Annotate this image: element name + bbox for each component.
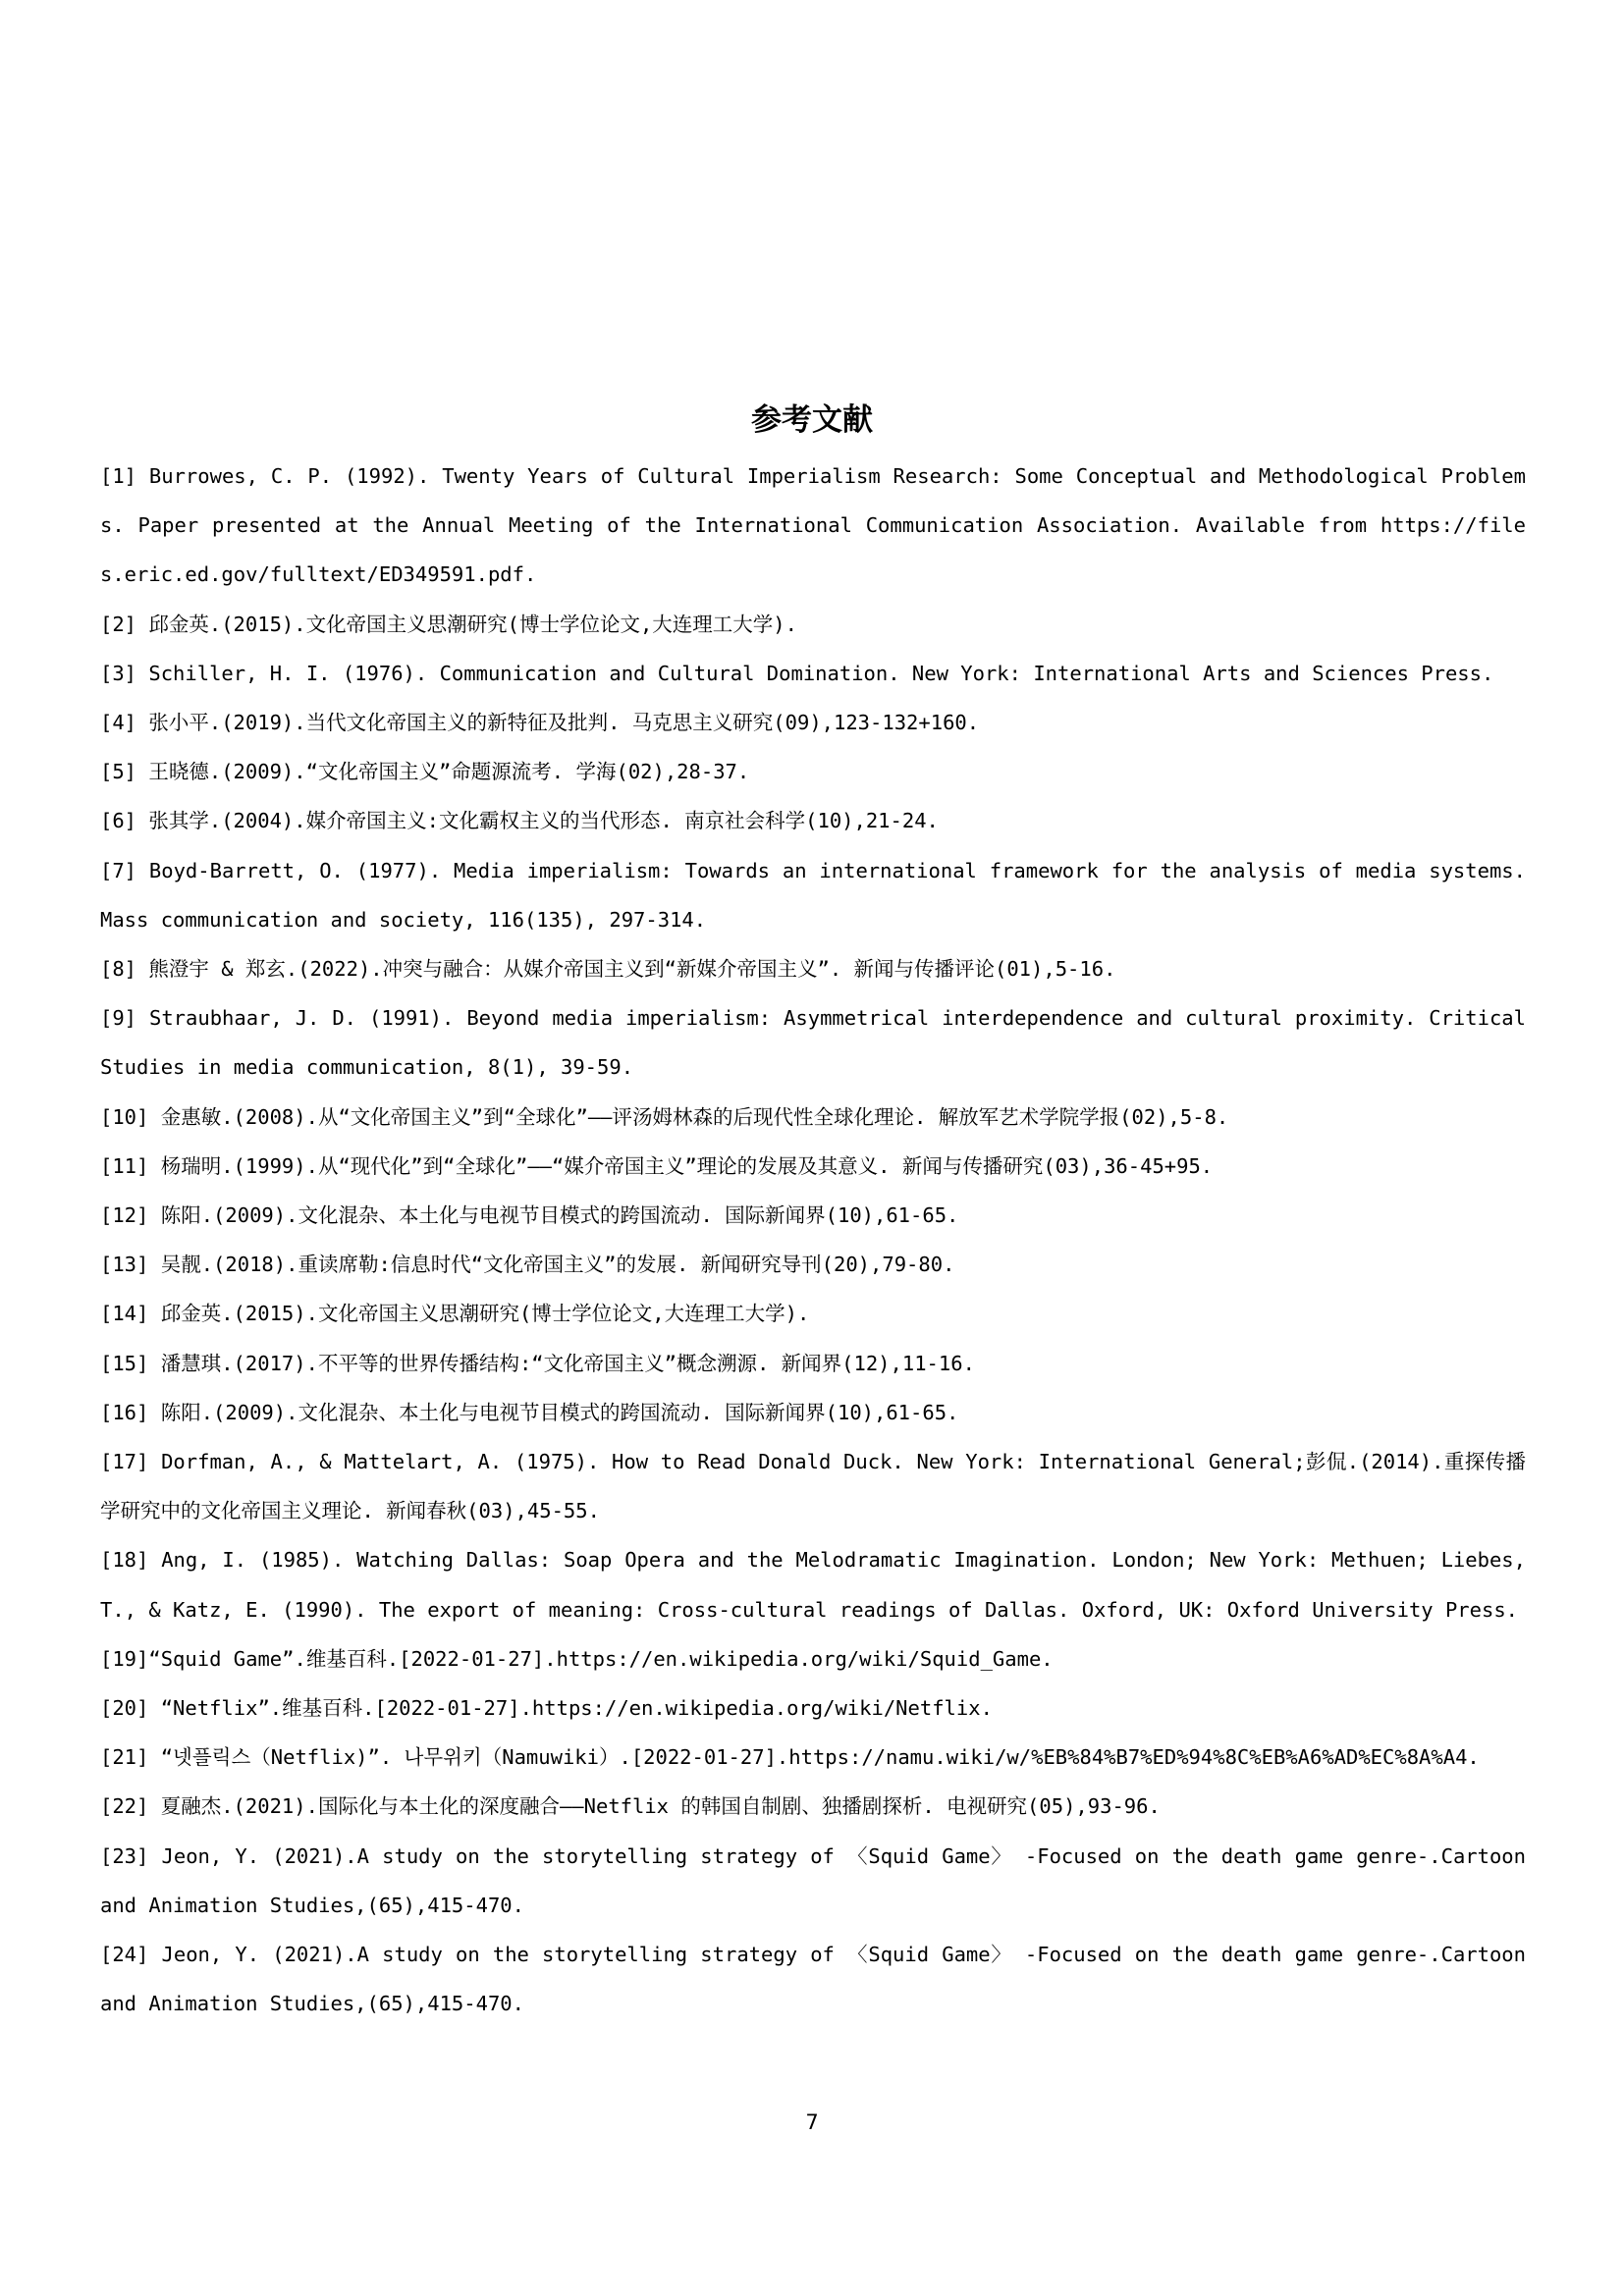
- reference-item: [22] 夏融杰.(2021).国际化与本土化的深度融合——Netflix 的韩国自制剧、独播剧探析. 电视研究(05),93-96.: [100, 1794, 1161, 1819]
- reference-item: [10] 金惠敏.(2008).从“文化帝国主义”到“全球化”——评汤姆林森的后现代性全球化理论. 解放军艺术学院学报(02),5-8.: [100, 1104, 1229, 1129]
- reference-item: [21] “넷플릭스（Netflix)”. 나무위키（Namuwiki）.[2022-01-27].https://namu.wiki/w/%EB%84%B7%ED%94%8C%EB%A6%AD%EC%8A%A4.: [100, 1745, 1480, 1770]
- reference-item: [13] 吴靓.(2018).重读席勒:信息时代“文化帝国主义”的发展. 新闻研究导刊(20),79-80.: [100, 1253, 955, 1277]
- reference-item: [3] Schiller, H. I. (1976). Communication and Cultural Domination. New York: International Arts and Sciences Press.: [100, 661, 1494, 685]
- reference-item: [18] Ang, I. (1985). Watching Dallas: Soap Opera and the Melodramatic Imagination. London; New York: Methuen; Liebes, T., & Katz, E. (1990). The export of meaning: Cross-cultural readings of Dallas. Oxford, UK: Oxford University Press.: [100, 1548, 1526, 1622]
- reference-item: [16] 陈阳.(2009).文化混杂、本土化与电视节目模式的跨国流动. 国际新闻界(10),61-65.: [100, 1400, 959, 1424]
- reference-item: [17] Dorfman, A., & Mattelart, A. (1975). How to Read Donald Duck. New York: International General;彭侃.(2014).重探传播学研究中的文化帝国主义理论. 新闻春秋(03),45-55.: [100, 1450, 1526, 1523]
- references-heading: 参考文献: [751, 402, 873, 438]
- reference-item: [4] 张小平.(2019).当代文化帝国主义的新特征及批判. 马克思主义研究(09),123-132+160.: [100, 711, 980, 735]
- reference-item: [19]“Squid Game”.维基百科.[2022-01-27].https://en.wikipedia.org/wiki/Squid_Game.: [100, 1646, 1054, 1671]
- reference-item: [12] 陈阳.(2009).文化混杂、本土化与电视节目模式的跨国流动. 国际新闻界(10),61-65.: [100, 1203, 959, 1228]
- reference-item: [9] Straubhaar, J. D. (1991). Beyond media imperialism: Asymmetrical interdependence and cultural proximity. Critical Studies in media communication, 8(1), 39-59.: [100, 1006, 1526, 1080]
- reference-item: [8] 熊澄宇 & 郑玄.(2022).冲突与融合：从媒介帝国主义到“新媒介帝国主义”. 新闻与传播评论(01),5-16.: [100, 957, 1116, 982]
- reference-item: [15] 潘慧琪.(2017).不平等的世界传播结构:“文化帝国主义”概念溯源. 新闻界(12),11-16.: [100, 1351, 975, 1375]
- reference-item: [23] Jeon, Y. (2021).A study on the storytelling strategy of 〈Squid Game〉 -Focused on the death game genre-.Cartoon and Animation Studies,(65),415-470.: [100, 1843, 1526, 1917]
- reference-item: [11] 杨瑞明.(1999).从“现代化”到“全球化”——“媒介帝国主义”理论的发展及其意义. 新闻与传播研究(03),36-45+95.: [100, 1153, 1214, 1178]
- reference-item: [14] 邱金英.(2015).文化帝国主义思潮研究(博士学位论文,大连理工大学).: [100, 1302, 810, 1326]
- reference-item: [5] 王晓德.(2009).“文化帝国主义”命题源流考. 学海(02),28-37.: [100, 760, 750, 784]
- reference-item: [7] Boyd-Barrett, O. (1977). Media imperialism: Towards an international framework for the analysis of media systems. Mass communication and society, 116(135), 297-314.: [100, 858, 1526, 932]
- reference-item: [1] Burrowes, C. P. (1992). Twenty Years of Cultural Imperialism Research: Some Conceptual and Methodological Problems. Paper presented at the Annual Meeting of the International Communication Association. Available from https://files.eric.ed.gov/fulltext/ED349591.pdf.: [100, 464, 1526, 587]
- reference-item: [6] 张其学.(2004).媒介帝国主义:文化霸权主义的当代形态. 南京社会科学(10),21-24.: [100, 809, 939, 833]
- reference-item: [24] Jeon, Y. (2021).A study on the storytelling strategy of 〈Squid Game〉 -Focused on the death game genre-.Cartoon and Animation Studies,(65),415-470.: [100, 1943, 1526, 2016]
- reference-item: [2] 邱金英.(2015).文化帝国主义思潮研究(博士学位论文,大连理工大学).: [100, 612, 797, 636]
- page-number: 7: [805, 2110, 819, 2134]
- reference-item: [20] “Netflix”.维基百科.[2022-01-27].https://en.wikipedia.org/wiki/Netflix.: [100, 1696, 993, 1721]
- reference-list: [100, 452, 1526, 2029]
